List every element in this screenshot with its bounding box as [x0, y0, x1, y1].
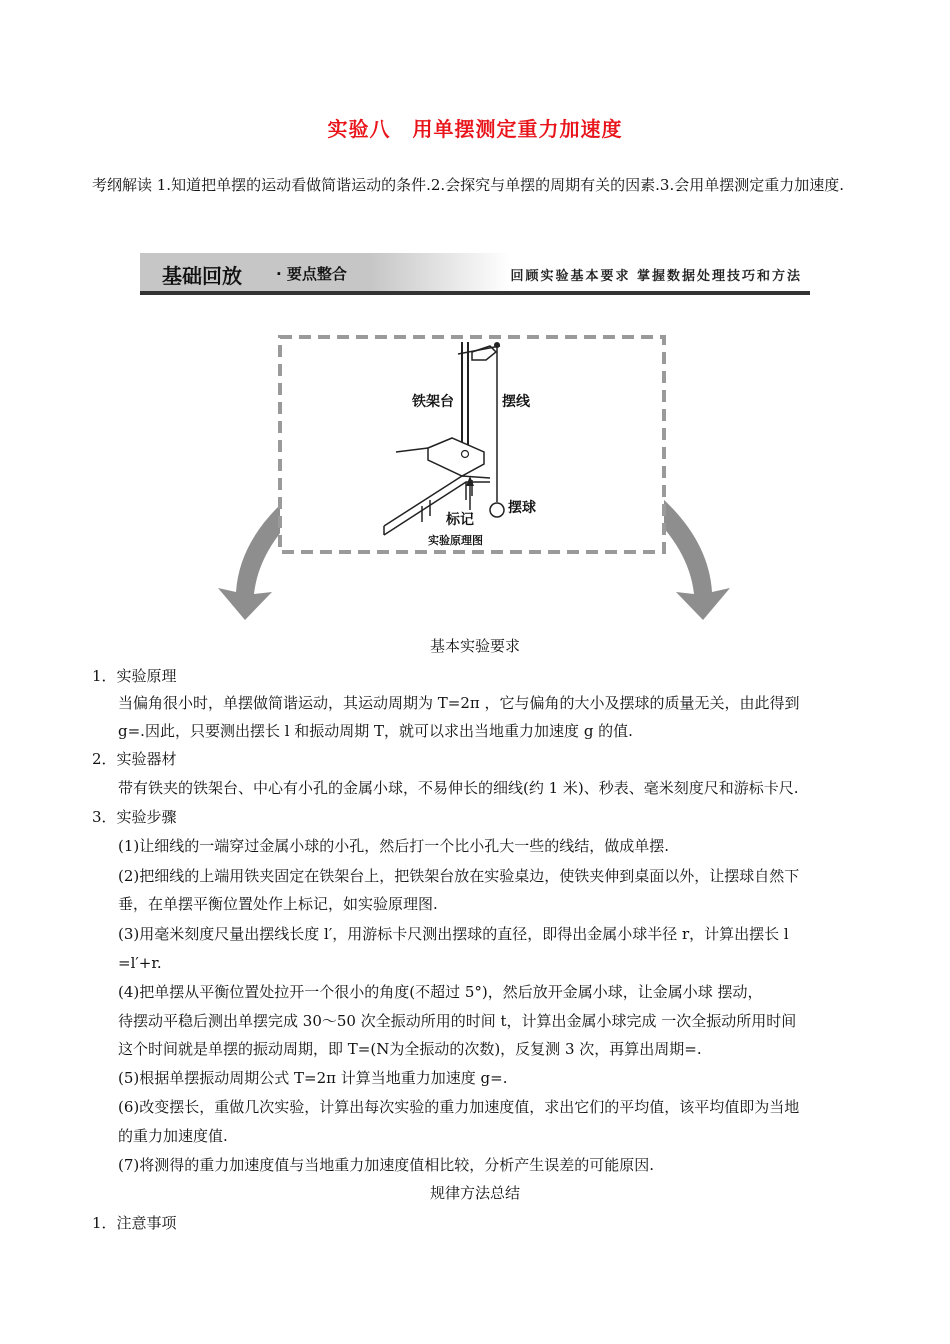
section-banner — [140, 253, 810, 295]
step-line: =l′+r. — [118, 954, 162, 972]
section-heading-basic: 基本实验要求 — [429, 637, 520, 655]
page-title — [0, 113, 950, 142]
banner-title: 基础回放 — [162, 264, 242, 288]
item-steps-heading: 3．实验步骤 — [92, 808, 177, 826]
item-notes-heading: 1．注意事项 — [92, 1214, 177, 1232]
step-line: (2)把细线的上端用铁夹固定在铁架台上，把铁架台放在实验桌边，使铁夹伸到桌面以外，让摆球自然下 — [118, 867, 800, 885]
item-equipment-heading: 2．实验器材 — [92, 750, 177, 768]
label-ball: 摆球 — [508, 500, 536, 516]
principle-line-2: g=.因此，只要测出摆长 l 和振动周期 T，就可以求出当地重力加速度 g 的值. — [118, 722, 633, 740]
step-line: (4)把单摆从平衡位置处拉开一个很小的角度(不超过 5°)，然后放开金属小球，让金属小球 摆动， — [118, 983, 763, 1001]
pendulum-ball — [490, 503, 504, 517]
section-heading-methods: 规律方法总结 — [429, 1184, 520, 1202]
step-line: (7)将测得的重力加速度值与当地重力加速度值相比较，分析产生误差的可能原因. — [118, 1156, 655, 1174]
step-line: 这个时间就是单摆的振动周期，即 T=(N为全振动的次数)，反复测 3 次，再算出周期=. — [118, 1040, 702, 1058]
syllabus-intro: 考纲解读 1.知道把单摆的运动看做简谐运动的条件.2.会探究与单摆的周期有关的因素.3.会用单摆测定重力加速度. — [92, 176, 845, 194]
step-line: 垂，在单摆平衡位置处作上标记，如实验原理图. — [118, 895, 438, 913]
step-line: (3)用毫米刻度尺量出摆线长度 l′，用游标卡尺测出摆球的直径，即得出金属小球半径 r，计算出摆长 l — [118, 925, 789, 943]
step-line: 待摆动平稳后测出单摆完成 30～50 次全振动所用的时间 t，计算出金属小球完成 一次全振动所用时间 — [118, 1012, 797, 1030]
label-stand: 铁架台 — [412, 394, 454, 410]
experiment-diagram — [200, 330, 760, 630]
step-line: (5)根据单摆振动周期公式 T=2π 计算当地重力加速度 g=. — [118, 1069, 508, 1087]
principle-line-1: 当偏角很小时，单摆做简谐运动，其运动周期为 T=2π ，它与偏角的大小及摆球的质量无关，由此得到 — [118, 694, 800, 712]
label-string: 摆线 — [502, 394, 530, 410]
label-mark: 标记 — [446, 512, 474, 528]
step-line: (6)改变摆长，重做几次实验，计算出每次实验的重力加速度值，求出它们的平均值，该平均值即为当地 — [118, 1098, 800, 1116]
equipment-text: 带有铁夹的铁架台、中心有小孔的金属小球，不易伸长的细线(约 1 米)、秒表、毫米刻度尺和游标卡尺. — [118, 779, 799, 797]
figure-caption: 实验原理图 — [428, 534, 483, 547]
banner-divider — [140, 291, 810, 295]
item-principle-heading: 1．实验原理 — [92, 667, 177, 685]
step-line: 的重力加速度值. — [118, 1127, 228, 1145]
banner-subtitle: · 要点整合 — [276, 265, 347, 283]
banner-tagline: 回顾实验基本要求 掌握数据处理技巧和方法 — [510, 269, 802, 284]
title-part-topic: 用单摆测定重力加速度 — [412, 117, 623, 141]
title-part-experiment: 实验八 — [327, 117, 391, 141]
step-line: (1)让细线的一端穿过金属小球的小孔，然后打一个比小孔大一些的线结，做成单摆. — [118, 837, 670, 855]
